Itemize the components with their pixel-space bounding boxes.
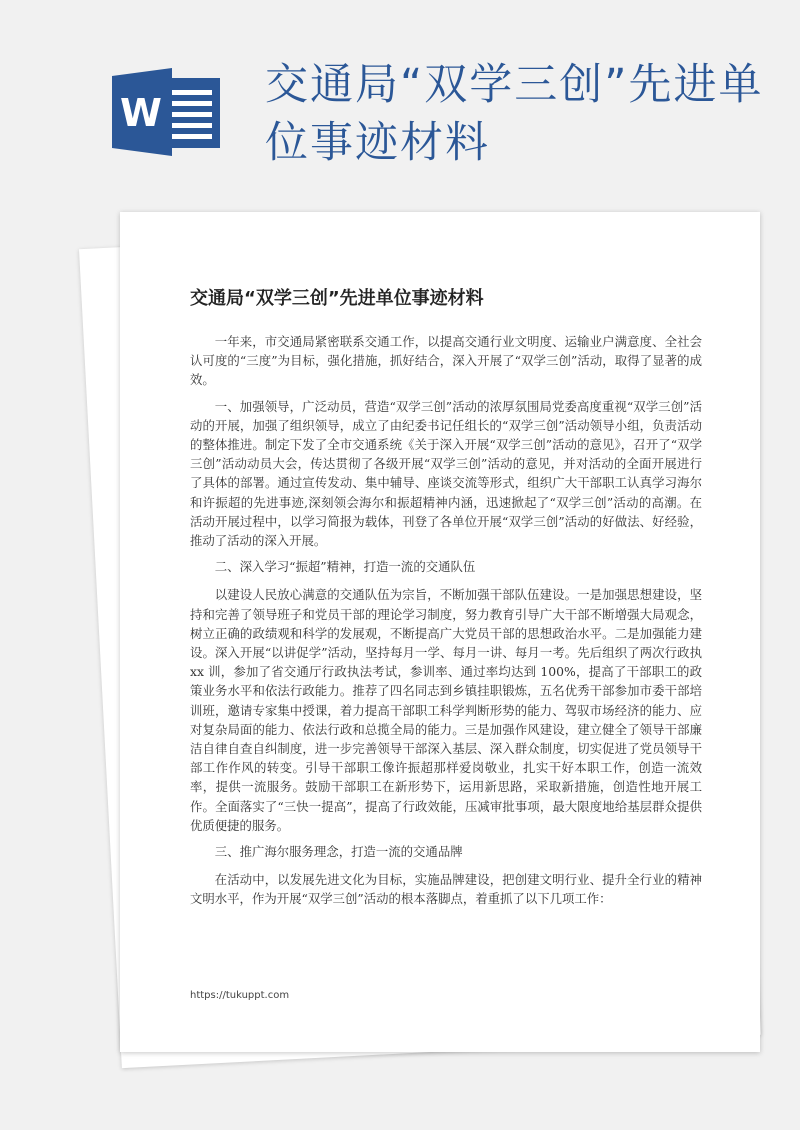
document-title: 交通局“双学三创”先进单位事迹材料 (190, 288, 484, 309)
paragraph-section-1: 一、加强领导，广泛动员，营造“双学三创”活动的浓厚氛围局党委高度重视“双学三创”活动的开展，加强了组织领导，成立了由纪委书记任组长的“双学三创”活动领导小组，负责活动的整体推进。制定下发了全市交通系统《关于深入开展“双学三创”活动的意见》，召开了“双学三创”活动动员大会，传达贯彻了各级开展“双学三创”活动的意见，并对活动的全面开展进行了具体的部署。通过宣传发动、集中辅导、座谈交流等形式，组织广大干部职工认真学习海尔和许振超的先进事迹,深刻领会海尔和振超精神内涵，迅速掀起了“双学三创”活动的高潮。在活动开展过程中，以学习简报为载体，刊登了各单位开展“双学三创”活动的好做法、好经验，推动了活动的深入开展。 (190, 398, 702, 549)
document-page (120, 212, 760, 1052)
banner-title: 交通局“双学三创”先进单位事迹材料 (265, 60, 764, 168)
paragraph-intro: 一年来，市交通局紧密联系交通工作，以提高交通行业文明度、运输业户满意度、全社会认可度的“三度”为目标，强化措施，抓好结合，深入开展了“双学三创”活动，取得了显著的成效。 (190, 334, 702, 388)
word-document-icon (112, 68, 220, 156)
paragraph-section-2: 以建设人民放心满意的交通队伍为宗旨，不断加强干部队伍建设。一是加强思想建设，坚持和完善了领导班子和党员干部的理论学习制度，努力教育引导广大干部不断增强大局观念，树立正确的政绩观和科学的发展观，不断提高广大党员干部的思想政治水平。二是加强能力建设。深入开展“以讲促学”活动，坚持每月一学、每月一讲、每月一考。先后组织了两次行政执 xx 训，参加了省交通厅行政执法考试，参训率、通过率均达到 100%，提高了干部职工的政策业务水平和依法行政能力。推荐了四名同志到乡镇挂职锻炼，五名优秀干部参加市委干部培训班，邀请专家集中授课，着力提高干部职工科学判断形势的能力、驾驭市场经济的能力、应对复杂局面的能力、依法行政和总揽全局的能力。三是加强作风建设，建立健全了领导干部廉洁自律自查自纠制度，进一步完善领导干部深入基层、深入群众制度，切实促进了党员领导干部工作作风的转变。引导干部职工像许振超那样爱岗敬业，扎实干好本职工作，创造一流效率，提供一流服务。鼓励干部职工在新形势下，运用新思路，采取新措施，创造性地开展工作。全面落实了“三快一提高”，提高了行政效能，压减审批事项，最大限度地给基层群众提供优质便捷的服务。 (190, 587, 702, 833)
section-heading-2: 二、深入学习“振超”精神，打造一流的交通队伍 (214, 559, 476, 575)
paragraph-section-3: 在活动中，以发展先进文化为目标，实施品牌建设，把创建文明行业、提升全行业的精神文明水平，作为开展“双学三创”活动的根本落脚点，着重抓了以下几项工作： (190, 872, 702, 907)
header-banner (0, 0, 800, 200)
word-logo-letter: W (120, 91, 162, 135)
section-heading-3: 三、推广海尔服务理念，打造一流的交通品牌 (214, 844, 463, 860)
footer-url: https://tukuppt.com (190, 990, 290, 1001)
